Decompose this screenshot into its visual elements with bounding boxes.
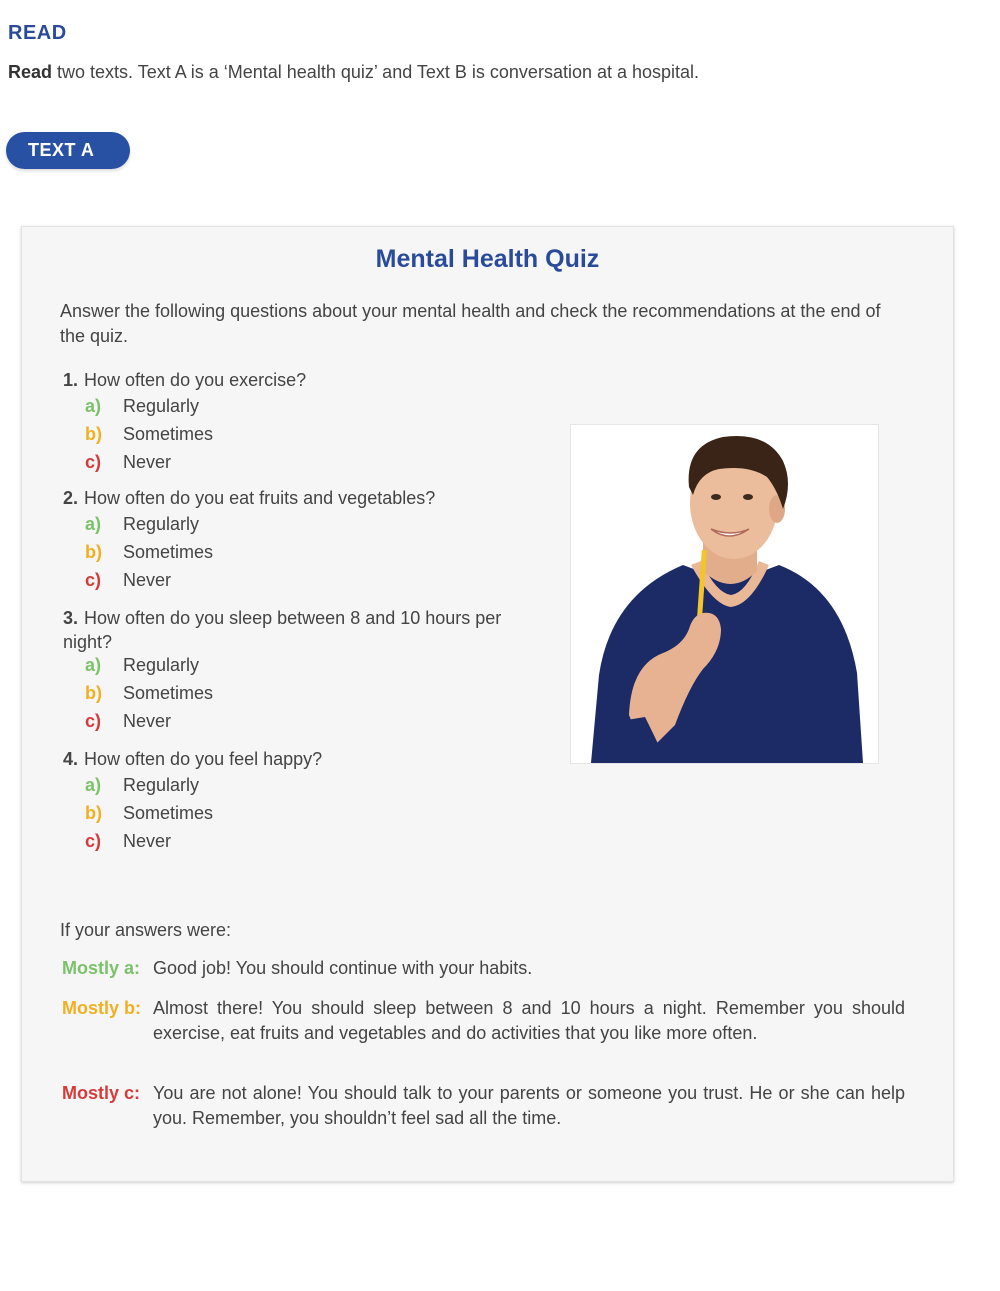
q2-option-b[interactable] — [85, 542, 213, 563]
option-letter: c) — [85, 831, 102, 851]
question-text: How often do you eat fruits and vegetables? — [84, 488, 436, 508]
question-1 — [63, 368, 508, 392]
option-text: Sometimes — [123, 803, 214, 823]
result-text: Almost there! You should sleep between 8 and 10 hours a night. Remember you should exercise, eat fruits and vegetables and do activities that you like more often. — [153, 998, 905, 1043]
option-letter: a) — [85, 396, 102, 416]
result-label: Mostly a: — [62, 958, 141, 978]
option-text: Sometimes — [123, 424, 214, 444]
quiz-intro: Answer the following questions about your mental health and check the recommendations at the end of the quiz. — [60, 301, 881, 346]
option-letter: a) — [85, 655, 102, 675]
result-text: Good job! You should continue with your habits. — [153, 958, 533, 978]
option-letter: b) — [85, 683, 102, 703]
option-letter: c) — [85, 570, 102, 590]
option-text: Regularly — [123, 775, 200, 795]
option-letter: c) — [85, 452, 102, 472]
question-number: 4. — [63, 749, 79, 769]
option-text: Never — [123, 570, 172, 590]
quiz-card — [21, 226, 954, 1182]
option-letter: b) — [85, 803, 102, 823]
question-number: 2. — [63, 488, 79, 508]
q1-option-b[interactable] — [85, 424, 213, 445]
question-number: 3. — [63, 608, 79, 628]
q4-option-a[interactable] — [85, 775, 199, 796]
thinking-student-photo — [570, 424, 879, 764]
result-label: Mostly c: — [62, 1083, 141, 1103]
option-text: Sometimes — [123, 542, 214, 562]
thinking-student-illustration — [571, 425, 878, 763]
option-text: Regularly — [123, 514, 200, 534]
question-3 — [63, 606, 503, 654]
option-letter: a) — [85, 775, 102, 795]
option-text: Never — [123, 711, 172, 731]
question-4 — [63, 747, 508, 771]
option-letter: c) — [85, 711, 102, 731]
answers-intro: If your answers were: — [60, 920, 232, 940]
result-mostly-b — [62, 996, 905, 1046]
question-text: How often do you sleep between 8 and 10 hours per night? — [63, 608, 502, 652]
option-text: Regularly — [123, 655, 200, 675]
question-text: How often do you exercise? — [84, 370, 307, 390]
q3-option-b[interactable] — [85, 683, 213, 704]
q4-option-c[interactable] — [85, 831, 171, 852]
question-text: How often do you feel happy? — [84, 749, 323, 769]
option-letter: b) — [85, 424, 102, 444]
section-title: READ — [8, 22, 67, 44]
q3-option-a[interactable] — [85, 655, 199, 676]
question-2 — [63, 486, 508, 510]
option-text: Never — [123, 831, 172, 851]
instructions-text: two texts. Text A is a ‘Mental health quiz’ and Text B is conversation at a hospital. — [52, 62, 700, 82]
option-text: Never — [123, 452, 172, 472]
text-a-tab[interactable] — [6, 132, 130, 169]
result-mostly-c — [62, 1081, 905, 1131]
option-text: Sometimes — [123, 683, 214, 703]
text-a-tab-label: TEXT A — [28, 140, 95, 160]
q2-option-c[interactable] — [85, 570, 171, 591]
quiz-title: Mental Health Quiz — [375, 245, 600, 273]
q1-option-a[interactable] — [85, 396, 199, 417]
q1-option-c[interactable] — [85, 452, 171, 473]
q4-option-b[interactable] — [85, 803, 213, 824]
result-mostly-a — [62, 956, 905, 981]
question-number: 1. — [63, 370, 79, 390]
q2-option-a[interactable] — [85, 514, 199, 535]
option-text: Regularly — [123, 396, 200, 416]
result-label: Mostly b: — [62, 998, 141, 1018]
option-letter: a) — [85, 514, 102, 534]
instructions — [8, 62, 968, 83]
option-letter: b) — [85, 542, 102, 562]
q3-option-c[interactable] — [85, 711, 171, 732]
instructions-bold: Read — [8, 62, 53, 82]
result-text: You are not alone! You should talk to your parents or someone you trust. He or she can help you. Remember, you shouldn’t feel sad all the time. — [153, 1083, 905, 1128]
